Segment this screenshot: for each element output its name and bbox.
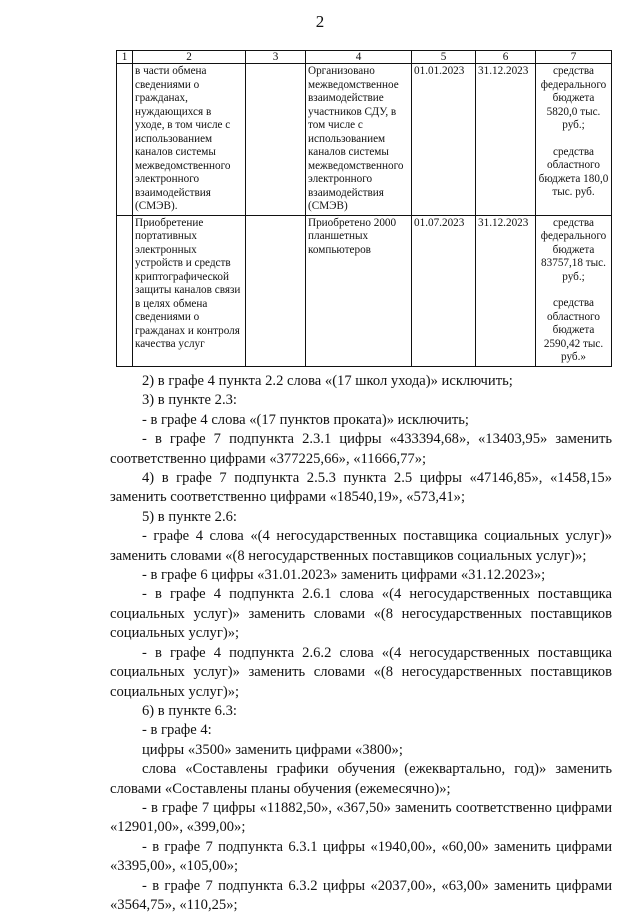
paragraph: цифры «3500» заменить цифрами «3800»; [142,741,403,758]
paragraph: - в графе 4 подпункта 2.6.2 слова «(4 негосударственных поставщика социальных услуг)» заменить словами «(8 негосударственных поставщиков социальных услуг)»; [110,644,612,700]
table-cell [246,64,306,216]
document-body [110,372,612,915]
paragraph: - графе 4 слова «(4 негосударственных поставщика социальных услуг)» заменить словами «(8 негосударственных поставщиков социальных услуг)»; [110,528,612,564]
paragraph: - в графе 4 подпункта 2.6.1 слова «(4 негосударственных поставщика социальных услуг)» заменить словами «(8 негосударственных поставщиков социальных услуг)»; [110,586,612,642]
table-cell: в части обмена сведениями о гражданах, нуждающихся в уходе, в том числе с использованием каналов системы межведомственного электронного взаимодействия (СМЭВ). [133,64,246,216]
paragraph: - в графе 4: [142,722,212,739]
table-cell: 01.01.2023 [412,64,476,216]
column-header: 1 [117,51,133,64]
table-cell: 31.12.2023 [476,64,536,216]
table-cell: Организовано межведомственное взаимодействие участников СДУ, в том числе с использованием каналов системы межведомственного электронного взаимодействия (СМЭВ) [306,64,412,216]
column-header: 4 [306,51,412,64]
table-cell [536,64,612,216]
paragraph: - в графе 4 слова «(17 пунктов проката)» исключить; [142,411,469,428]
paragraph: - в графе 7 подпункта 6.3.1 цифры «1940,00», «60,00» заменить цифрами «3395,00», «105,00»; [110,838,612,875]
budget-federal: средства федерального бюджета 5820,0 тыс. руб.; [540,65,607,131]
paragraph: - в графе 7 подпункта 2.3.1 цифры «433394,68», «13403,95» заменить соответственно цифрами «377225,66», «11666,77»; [110,431,612,467]
table-header-row [117,51,612,64]
table-cell [536,215,612,366]
budget-federal: средства федерального бюджета 83757,18 тыс. руб.; [540,216,607,283]
column-header: 7 [536,51,612,64]
paragraph: - в графе 7 цифры «11882,50», «367,50» заменить соответственно цифрами «12901,00», «399,00»; [110,799,612,836]
table-cell: 01.07.2023 [412,215,476,366]
table-cell: 31.12.2023 [476,215,536,366]
table-cell [117,215,133,366]
column-header: 6 [476,51,536,64]
paragraph: 2) в графе 4 пункта 2.2 слова «(17 школ ухода)» исключить; [142,373,513,389]
table-cell [246,215,306,366]
column-header: 2 [133,51,246,64]
table-row [117,215,612,366]
budget-table [116,50,612,367]
column-header: 3 [246,51,306,64]
paragraph: - в графе 6 цифры «31.01.2023» заменить цифрами «31.12.2023»; [142,567,546,584]
table-row [117,64,612,216]
budget-regional: средства областного бюджета 2590,42 тыс. руб.» [543,297,604,363]
page-number: 2 [315,12,325,31]
paragraph: 5) в пункте 2.6: [142,508,237,525]
table-cell: Приобретено 2000 планшетных компьютеров [306,215,412,366]
paragraph: - в графе 7 подпункта 6.3.2 цифры «2037,00», «63,00» заменить цифрами «3564,75», «110,25»; [110,877,612,913]
table-cell [117,64,133,216]
column-header: 5 [412,51,476,64]
paragraph: 3) в пункте 2.3: [142,392,237,409]
paragraph: слова «Составлены графики обучения (ежеквартально, год)» заменить словами «Составлены планы обучения (ежемесячно)»; [110,761,612,797]
paragraph: 4) в графе 7 подпункта 2.5.3 пункта 2.5 цифры «47146,85», «1458,15» заменить соответственно цифрами «18540,19», «573,41»; [110,470,612,506]
paragraph: 6) в пункте 6.3: [142,702,237,719]
budget-regional: средства областного бюджета 180,0 тыс. руб. [538,145,609,198]
table-cell: Приобретение портативных электронных устройств и средств криптографической защиты каналов связи в целях обмена сведениями о гражданах и контроля качества услуг [133,215,246,366]
